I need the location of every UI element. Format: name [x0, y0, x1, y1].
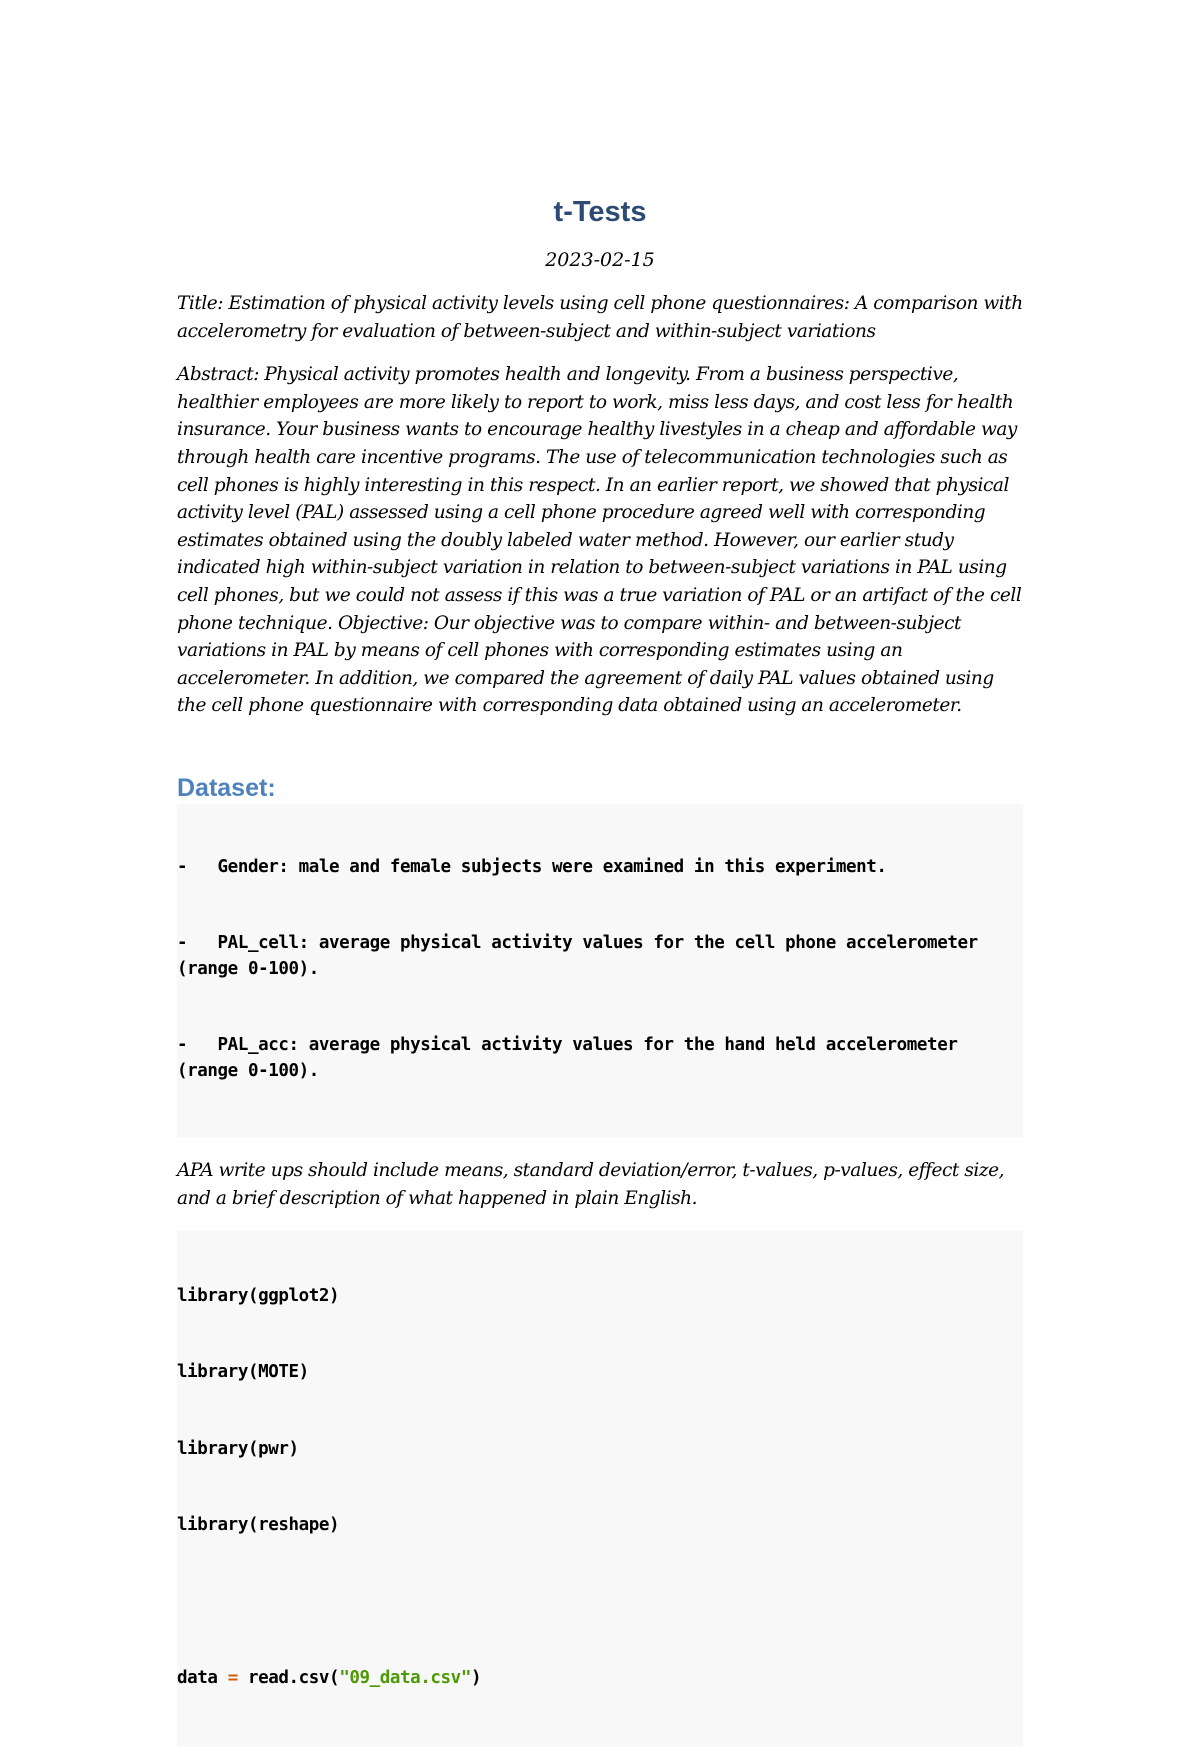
code-string: "09_data.csv" — [339, 1668, 471, 1689]
code-var: data — [177, 1668, 228, 1689]
document-date: 2023-02-15 — [545, 249, 655, 271]
apa-note: APA write ups should include means, standard deviation/error, t-values, p-values, effect size, and a brief description of what happened in plain English. — [177, 1160, 1005, 1209]
code-line-mote: library(MOTE) — [177, 1362, 309, 1383]
r-code-block — [177, 1231, 1023, 1747]
code-line-reshape: library(reshape) — [177, 1515, 340, 1536]
dataset-item-pal-cell: - PAL_cell: average physical activity values for the cell phone accelerometer (range 0-100). — [177, 933, 988, 979]
abstract: Abstract: Physical activity promotes health and longevity. From a business perspective, healthier employees are more likely to report to work, miss less days, and cost less for health insurance. Your business wants to encourage healthy livestyles in a cheap and affordable way through health care incentive programs. The use of telecommunication technologies such as cell phones is highly interesting in this respect. In an earlier report, we showed that physical activity level (PAL) assessed using a cell phone procedure agreed well with corresponding estimates obtained using the doubly labeled water method. However, our earlier study indicated high within-subject variation in relation to between-subject variations in PAL using cell phones, but we could not assess if this was a true variation of PAL or an artifact of the cell phone technique. Objective: Our objective was to compare within- and between-subject variations in PAL by means of cell phones with corresponding estimates using an accelerometer. In addition, we compared the agreement of daily PAL values obtained using the cell phone questionnaire with corresponding data obtained using an accelerometer. — [177, 364, 1022, 717]
dataset-item-pal-acc: - PAL_acc: average physical activity values for the hand held accelerometer (range 0-100). — [177, 1035, 968, 1081]
code-line-ggplot2: library(ggplot2) — [177, 1285, 340, 1306]
code-line-read-csv — [177, 1666, 1023, 1692]
code-operator: = — [227, 1668, 238, 1689]
dataset-item-gender: - Gender: male and female subjects were examined in this experiment. — [177, 856, 887, 877]
document-title: t-Tests — [553, 196, 647, 228]
code-call: read.csv( — [237, 1668, 340, 1689]
dataset-code-block — [177, 804, 1023, 1138]
paper-title: Title: Estimation of physical activity levels using cell phone questionnaires: A comparison with accelerometry for evaluation of between-subject and within-subject variations — [177, 293, 1023, 342]
code-line-blank — [177, 1590, 1023, 1616]
code-line-pwr: library(pwr) — [177, 1438, 299, 1459]
code-close: ) — [470, 1668, 482, 1689]
dataset-heading: Dataset: — [177, 773, 276, 802]
document-page — [177, 190, 1023, 1747]
